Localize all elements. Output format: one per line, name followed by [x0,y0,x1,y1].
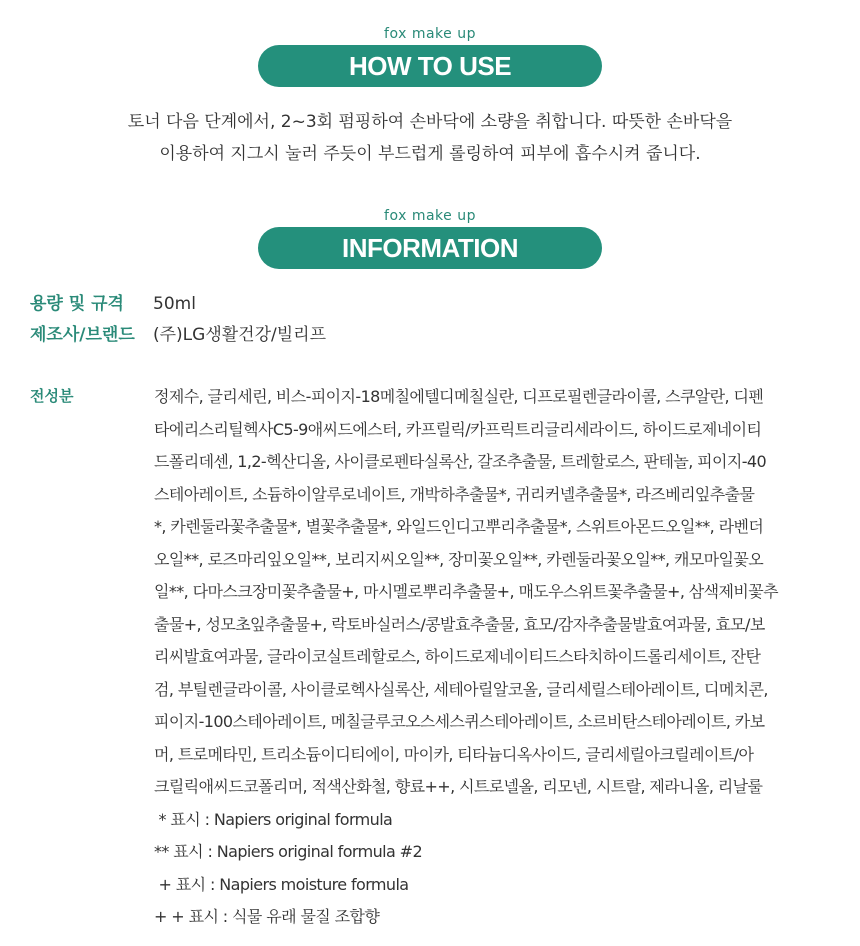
ingredient-line: 오일**, 로즈마리잎오일**, 보리지씨오일**, 장미꽃오일**, 카렌둘라꽃오일**, 캐모마일꽃오 [154,549,764,569]
spec-label: 용량 및 규격 [30,294,124,314]
ingredient-note: ** 표시 : Napiers original formula #2 [154,842,423,861]
ingredients-label: 전성분 [30,387,74,405]
section-title-information: INFORMATION [258,227,602,269]
ingredient-line: 일**, 다마스크장미꽃추출물+, 마시멜로뿌리추출물+, 매도우스위트꽃추출물+, 삼색제비꽃추 [154,582,778,601]
ingredient-line: 리씨발효여과물, 글라이코실트레할로스, 하이드로제네이티드스타치하이드롤리세이트, 잔탄 [154,647,761,666]
ingredient-line: 드폴리데센, 1,2-헥산디올, 사이클로펜타실록산, 갈조추출물, 트레할로스, 판테놀, 피이지-40 [154,452,767,471]
ingredient-note: + 표시 : Napiers moisture formula [154,874,409,894]
ingredients-list [154,381,839,934]
brand-label: fox make up [384,208,476,224]
spec-value: (주)LG생활건강/빌리프 [153,325,327,345]
ingredient-note: * 표시 : Napiers original formula [154,809,393,829]
ingredient-line: 피이지-100스테아레이트, 메칠글루코오스세스퀴스테아레이트, 소르비탄스테아레이트, 카보 [154,712,765,731]
ingredient-line: 정제수, 글리세린, 비스-피이지-18메칠에텔디메칠실란, 디프로필렌글라이콜, 스쿠알란, 디펜 [154,387,764,406]
spec-row-manufacturer [30,320,326,350]
ingredient-line: 검, 부틸렌글라이콜, 사이클로헥사실록산, 세테아릴알코올, 글리세릴스테아레이트, 디메치콘, [154,679,768,699]
ingredient-line: 출물+, 성모초잎추출물+, 락토바실러스/콩발효추출물, 효모/감자추출물발효여과물, 효모/보 [154,614,765,634]
brand-label: fox make up [384,26,476,42]
ingredient-line: 타에리스리틸헥사C5-9애씨드에스터, 카프릴릭/카프릭트리글리세라이드, 하이드로제네이티 [154,419,762,439]
spec-label: 제조사/브랜드 [30,325,135,345]
ingredient-line: 스테아레이트, 소듐하이알루로네이트, 개박하추출물*, 귀리커넬추출물*, 라즈베리잎추출물 [154,484,755,504]
section-title-how-to-use: HOW TO USE [258,45,602,87]
how-to-use-header [0,26,860,87]
usage-line: 이용하여 지그시 눌러 주듯이 부드럽게 롤링하여 피부에 흡수시켜 줍니다. [159,144,701,164]
ingredient-line: 크릴릭애씨드코폴리머, 적색산화철, 향료++, 시트로넬올, 리모넨, 시트랄, 제라니올, 리날룰 [154,777,763,796]
usage-line: 토너 다음 단계에서, 2~3회 펌핑하여 손바닥에 소량을 취합니다. 따뜻한 손바닥을 [127,112,733,132]
spec-value: 50ml [153,294,196,314]
ingredient-line: 머, 트로메타민, 트리소듐이디티에이, 마이카, 티타늄디옥사이드, 글리세릴아크릴레이트/아 [154,744,754,764]
ingredient-line: *, 카렌둘라꽃추출물*, 별꽃추출물*, 와일드인디고뿌리추출물*, 스위트아몬드오일**, 라벤더 [154,517,764,536]
usage-instructions [0,106,860,170]
information-header [0,208,860,269]
ingredient-note: + + 표시 : 식물 유래 물질 조합향 [154,907,380,926]
spec-row-volume [30,289,196,319]
